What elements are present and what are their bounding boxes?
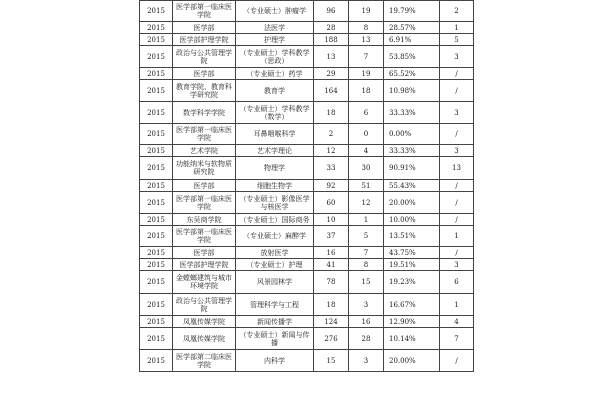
school-cell: 政治与公共管理学院 <box>173 294 236 316</box>
year-cell: 2015 <box>140 192 173 214</box>
extra-count-cell: / <box>440 180 474 192</box>
year-cell: 2015 <box>140 34 173 46</box>
extra-count-cell: / <box>440 214 474 226</box>
extra-count-cell: 1 <box>440 226 474 247</box>
extra-count-cell: 3 <box>440 145 474 157</box>
extra-count-cell: / <box>440 192 474 214</box>
admitted-cell: 1 <box>349 214 384 226</box>
major-cell: （专业硕士）药学 <box>236 68 314 80</box>
school-cell: 医学部护理学院 <box>173 34 236 46</box>
admitted-cell: 8 <box>349 22 384 34</box>
year-cell: 2015 <box>140 124 173 145</box>
year-cell: 2015 <box>140 328 173 350</box>
school-cell: 金螳螂建筑与城市环境学院 <box>173 271 236 294</box>
table-row <box>140 226 474 247</box>
ratio-cell: 33.33% <box>384 145 440 157</box>
major-cell: （专业硕士）护理 <box>236 259 314 271</box>
applicants-cell: 18 <box>314 294 349 316</box>
ratio-cell: 19.23% <box>384 271 440 294</box>
admitted-cell: 4 <box>349 145 384 157</box>
ratio-cell: 19.79% <box>384 1 440 22</box>
year-cell: 2015 <box>140 214 173 226</box>
right-blank-area <box>468 0 600 400</box>
applicants-cell: 33 <box>314 157 349 180</box>
table-body <box>140 1 474 372</box>
major-cell: 法医学 <box>236 22 314 34</box>
major-cell: （专业硕士）学科教学（数学） <box>236 102 314 124</box>
extra-count-cell: / <box>440 80 474 102</box>
applicants-cell: 10 <box>314 214 349 226</box>
year-cell: 2015 <box>140 80 173 102</box>
major-cell: 护理学 <box>236 34 314 46</box>
major-cell: 风景园林学 <box>236 271 314 294</box>
year-cell: 2015 <box>140 294 173 316</box>
applicants-cell: 41 <box>314 259 349 271</box>
school-cell: 医学部第二临床医学院 <box>173 350 236 372</box>
year-cell: 2015 <box>140 145 173 157</box>
ratio-cell: 10.98% <box>384 80 440 102</box>
school-cell: 医学部第一临床医学院 <box>173 1 236 22</box>
major-cell: （专业硕士）国际商务 <box>236 214 314 226</box>
school-cell: 医学部 <box>173 247 236 259</box>
major-cell: 管理科学与工程 <box>236 294 314 316</box>
table-row <box>140 22 474 34</box>
admitted-cell: 0 <box>349 124 384 145</box>
admitted-cell: 30 <box>349 157 384 180</box>
year-cell: 2015 <box>140 68 173 80</box>
table-row <box>140 1 474 22</box>
ratio-cell: 43.75% <box>384 247 440 259</box>
admitted-cell: 7 <box>349 247 384 259</box>
table-row <box>140 157 474 180</box>
major-cell: （专业硕士）麻醉学 <box>236 226 314 247</box>
extra-count-cell: 3 <box>440 259 474 271</box>
ratio-cell: 16.67% <box>384 294 440 316</box>
school-cell: 数学科学学院 <box>173 102 236 124</box>
major-cell: 物理学 <box>236 157 314 180</box>
applicants-cell: 37 <box>314 226 349 247</box>
ratio-cell: 90.91% <box>384 157 440 180</box>
admitted-cell: 3 <box>349 350 384 372</box>
applicants-cell: 96 <box>314 1 349 22</box>
admitted-cell: 51 <box>349 180 384 192</box>
extra-count-cell: / <box>440 124 474 145</box>
table-row <box>140 145 474 157</box>
ratio-cell: 55.43% <box>384 180 440 192</box>
applicants-cell: 28 <box>314 22 349 34</box>
table-row <box>140 34 474 46</box>
applicants-cell: 188 <box>314 34 349 46</box>
applicants-cell: 13 <box>314 46 349 68</box>
year-cell: 2015 <box>140 46 173 68</box>
admitted-cell: 6 <box>349 102 384 124</box>
table-row <box>140 192 474 214</box>
admitted-cell: 12 <box>349 192 384 214</box>
year-cell: 2015 <box>140 180 173 192</box>
ratio-cell: 10.00% <box>384 214 440 226</box>
school-cell: 东吴商学院 <box>173 214 236 226</box>
school-cell: 凤凰传媒学院 <box>173 328 236 350</box>
school-cell: 医学部 <box>173 22 236 34</box>
year-cell: 2015 <box>140 22 173 34</box>
major-cell: 耳鼻咽喉科学 <box>236 124 314 145</box>
year-cell: 2015 <box>140 316 173 328</box>
school-cell: 凤凰传媒学院 <box>173 316 236 328</box>
ratio-cell: 53.85% <box>384 46 440 68</box>
table-row <box>140 294 474 316</box>
major-cell: 细胞生物学 <box>236 180 314 192</box>
table-row <box>140 316 474 328</box>
ratio-cell: 20.00% <box>384 192 440 214</box>
table-row <box>140 247 474 259</box>
school-cell: 医学部第一临床医学院 <box>173 124 236 145</box>
major-cell: 艺术学理论 <box>236 145 314 157</box>
applicants-cell: 276 <box>314 328 349 350</box>
admitted-cell: 7 <box>349 46 384 68</box>
major-cell: （专业硕士）新闻与传播 <box>236 328 314 350</box>
major-cell: 内科学 <box>236 350 314 372</box>
extra-count-cell: 3 <box>440 46 474 68</box>
extra-count-cell: 6 <box>440 271 474 294</box>
ratio-cell: 20.00% <box>384 350 440 372</box>
table-row <box>140 124 474 145</box>
ratio-cell: 12.90% <box>384 316 440 328</box>
extra-count-cell: 4 <box>440 316 474 328</box>
ratio-cell: 0.00% <box>384 124 440 145</box>
ratio-cell: 10.14% <box>384 328 440 350</box>
ratio-cell: 65.52% <box>384 68 440 80</box>
ratio-cell: 33.33% <box>384 102 440 124</box>
year-cell: 2015 <box>140 157 173 180</box>
applicants-cell: 78 <box>314 271 349 294</box>
extra-count-cell: / <box>440 350 474 372</box>
year-cell: 2015 <box>140 271 173 294</box>
applicants-cell: 60 <box>314 192 349 214</box>
extra-count-cell: 3 <box>440 102 474 124</box>
ratio-cell: 6.91% <box>384 34 440 46</box>
school-cell: 政治与公共管理学院 <box>173 46 236 68</box>
table-row <box>140 68 474 80</box>
major-cell: （专业硕士）肿瘤学 <box>236 1 314 22</box>
applicants-cell: 124 <box>314 316 349 328</box>
applicants-cell: 12 <box>314 145 349 157</box>
school-cell: 医学部第一临床医学院 <box>173 192 236 214</box>
applicants-cell: 2 <box>314 124 349 145</box>
extra-count-cell: 1 <box>440 22 474 34</box>
admitted-cell: 3 <box>349 294 384 316</box>
year-cell: 2015 <box>140 350 173 372</box>
applicants-cell: 18 <box>314 102 349 124</box>
table-row <box>140 80 474 102</box>
extra-count-cell: / <box>440 247 474 259</box>
year-cell: 2015 <box>140 226 173 247</box>
table-row <box>140 214 474 226</box>
ratio-cell: 28.57% <box>384 22 440 34</box>
admitted-cell: 18 <box>349 80 384 102</box>
applicants-cell: 16 <box>314 247 349 259</box>
admitted-cell: 19 <box>349 1 384 22</box>
school-cell: 功能纳米与软物质研究院 <box>173 157 236 180</box>
table-row <box>140 350 474 372</box>
extra-count-cell: 7 <box>440 328 474 350</box>
table-row <box>140 271 474 294</box>
admitted-cell: 16 <box>349 316 384 328</box>
extra-count-cell: 1 <box>440 294 474 316</box>
applicants-cell: 164 <box>314 80 349 102</box>
year-cell: 2015 <box>140 1 173 22</box>
school-cell: 医学部护理学院 <box>173 259 236 271</box>
major-cell: （专业硕士）影像医学与核医学 <box>236 192 314 214</box>
table-row <box>140 328 474 350</box>
admitted-cell: 15 <box>349 271 384 294</box>
school-cell: 医学部第一临床医学院 <box>173 226 236 247</box>
school-cell: 医学部 <box>173 68 236 80</box>
applicants-cell: 29 <box>314 68 349 80</box>
applicants-cell: 92 <box>314 180 349 192</box>
table-row <box>140 259 474 271</box>
left-blank-area <box>0 0 139 400</box>
ratio-cell: 19.51% <box>384 259 440 271</box>
applicants-cell: 15 <box>314 350 349 372</box>
admitted-cell: 19 <box>349 68 384 80</box>
table-row <box>140 46 474 68</box>
admitted-cell: 28 <box>349 328 384 350</box>
year-cell: 2015 <box>140 247 173 259</box>
table-row <box>140 102 474 124</box>
school-cell: 教育学院、教育科学研究院 <box>173 80 236 102</box>
admissions-table <box>139 0 474 372</box>
extra-count-cell: / <box>440 68 474 80</box>
admissions-table-container <box>139 0 468 372</box>
major-cell: （专业硕士）学科教学（思政） <box>236 46 314 68</box>
major-cell: 教育学 <box>236 80 314 102</box>
admitted-cell: 5 <box>349 226 384 247</box>
school-cell: 医学部 <box>173 180 236 192</box>
extra-count-cell: 2 <box>440 1 474 22</box>
major-cell: 新闻传播学 <box>236 316 314 328</box>
year-cell: 2015 <box>140 102 173 124</box>
table-row <box>140 180 474 192</box>
admitted-cell: 13 <box>349 34 384 46</box>
school-cell: 艺术学院 <box>173 145 236 157</box>
year-cell: 2015 <box>140 259 173 271</box>
admitted-cell: 8 <box>349 259 384 271</box>
extra-count-cell: 13 <box>440 157 474 180</box>
major-cell: 放射医学 <box>236 247 314 259</box>
extra-count-cell: 5 <box>440 34 474 46</box>
ratio-cell: 13.51% <box>384 226 440 247</box>
